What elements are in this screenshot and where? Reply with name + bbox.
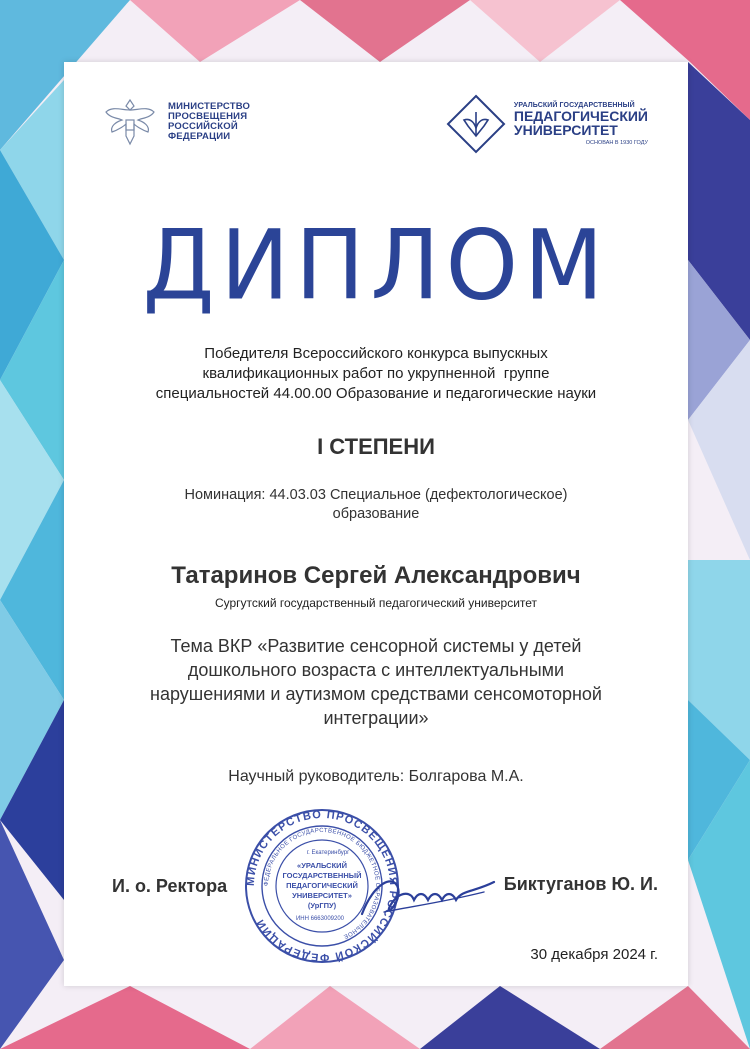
university-founded: ОСНОВАН В 1930 ГОДУ (585, 140, 648, 146)
diploma-description (64, 344, 688, 404)
seal-center-line-4: УНИВЕРСИТЕТ» (292, 891, 352, 900)
ministry-logo (100, 92, 250, 152)
university-emblem-icon (444, 92, 508, 156)
university-line-1: УРАЛЬСКИЙ ГОСУДАРСТВЕННЫЙ (513, 102, 635, 109)
university-logo (444, 92, 648, 156)
recipient-name: Татаринов Сергей Александрович (171, 562, 581, 589)
ministry-line-2: ПРОСВЕЩЕНИЯ (168, 111, 248, 122)
seal-inn: ИНН 6663009200 (295, 916, 345, 922)
scientific-advisor: Научный руководитель: Болгарова М.А. (228, 768, 524, 785)
nomination-line-1: Номинация: 44.03.03 Специальное (дефектологическое) (184, 487, 568, 503)
nomination-line-2: образование (332, 506, 420, 522)
issue-date: 30 декабря 2024 г. (530, 946, 658, 963)
theme-line-2: дошкольного возраста с интеллектуальными (187, 660, 565, 680)
university-line-3: УНИВЕРСИТЕТ (513, 122, 618, 138)
seal-center-line-2: ГОСУДАРСТВЕННЫЙ (282, 871, 362, 880)
diploma-degree: I СТЕПЕНИ (317, 434, 435, 459)
diploma-title: ДИПЛОМ (142, 209, 610, 322)
nomination (64, 486, 688, 524)
rector-label: И. о. Ректора (112, 876, 228, 896)
theme-line-3: нарушениями и аутизмом средствами сенсомоторной (150, 684, 602, 704)
double-headed-eagle-icon (100, 92, 160, 152)
description-line-3: специальностей 44.00.00 Образование и педагогические науки (155, 385, 597, 402)
recipient-organization: Сургутский государственный педагогический университет (214, 596, 538, 610)
signer-name: Биктуганов Ю. И. (503, 874, 658, 894)
description-line-2: квалификационных работ по укрупненной группе (202, 365, 550, 382)
thesis-theme (64, 634, 688, 730)
seal-outer-text: МИНИСТЕРСТВО ПРОСВЕЩЕНИЯ РОССИЙСКОЙ ФЕДЕРАЦИИ (244, 808, 400, 964)
seal-center-line-3: ПЕДАГОГИЧЕСКИЙ (286, 881, 358, 890)
ministry-line-4: ФЕДЕРАЦИИ (168, 131, 231, 142)
seal-center-line-1: «УРАЛЬСКИЙ (297, 861, 347, 870)
university-line-2: ПЕДАГОГИЧЕСКИЙ (513, 108, 648, 124)
diploma-sheet (64, 62, 688, 986)
seal-city: г. Екатеринбург (306, 850, 350, 856)
rector-signature (354, 862, 504, 932)
theme-line-1: Тема ВКР «Развитие сенсорной системы у детей (170, 636, 582, 656)
theme-line-4: интеграции» (323, 708, 429, 728)
seal-ring-text: ФЕДЕРАЛЬНОЕ ГОСУДАРСТВЕННОЕ БЮДЖЕТНОЕ ОБРАЗОВАТЕЛЬНОЕ (263, 827, 381, 940)
seal-center-line-5: (УрГПУ) (307, 901, 337, 910)
ministry-line-1: МИНИСТЕРСТВО (168, 101, 251, 112)
ministry-line-3: РОССИЙСКОЙ (168, 121, 238, 132)
university-name (514, 102, 648, 146)
description-line-1: Победителя Всероссийского конкурса выпускных (204, 345, 548, 362)
ministry-name (168, 102, 250, 142)
